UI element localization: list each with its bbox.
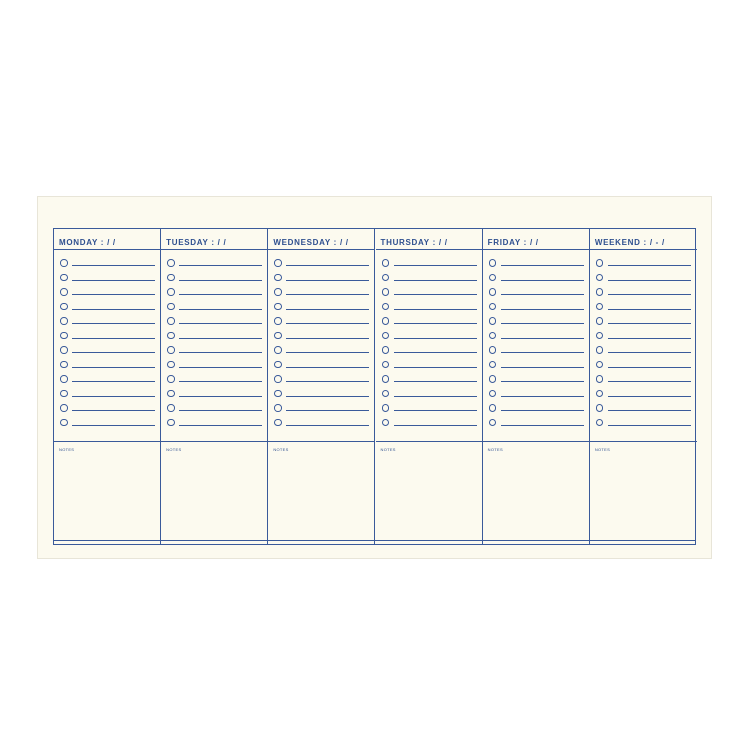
checkbox-circle-icon[interactable] — [60, 375, 68, 383]
task-row[interactable] — [274, 389, 369, 399]
checkbox-circle-icon[interactable] — [274, 274, 282, 282]
checkbox-circle-icon[interactable] — [489, 419, 497, 427]
checkbox-circle-icon[interactable] — [274, 317, 282, 325]
task-row[interactable] — [382, 418, 477, 428]
task-row[interactable] — [489, 331, 584, 341]
task-writing-line — [394, 396, 477, 397]
checkbox-circle-icon[interactable] — [167, 317, 175, 325]
task-writing-line — [179, 410, 262, 411]
task-writing-line — [608, 381, 691, 382]
checkbox-circle-icon[interactable] — [60, 346, 68, 354]
notes-label: NOTES — [59, 447, 75, 452]
checkbox-circle-icon[interactable] — [489, 361, 497, 369]
checkbox-circle-icon[interactable] — [382, 419, 390, 427]
task-row[interactable] — [167, 302, 262, 312]
task-writing-line — [394, 294, 477, 295]
task-row[interactable] — [60, 403, 155, 413]
task-writing-line — [179, 367, 262, 368]
checkbox-circle-icon[interactable] — [489, 274, 497, 282]
checkbox-circle-icon[interactable] — [60, 332, 68, 340]
task-row[interactable] — [596, 403, 691, 413]
checkbox-circle-icon[interactable] — [274, 303, 282, 311]
checkbox-circle-icon[interactable] — [60, 317, 68, 325]
checkbox-circle-icon[interactable] — [167, 375, 175, 383]
task-row[interactable] — [489, 316, 584, 326]
checkbox-circle-icon[interactable] — [382, 332, 390, 340]
day-header: FRIDAY : / / — [487, 238, 539, 247]
task-writing-line — [286, 265, 369, 266]
task-row[interactable] — [382, 403, 477, 413]
notes-rule — [483, 441, 590, 442]
task-writing-line — [72, 425, 155, 426]
task-writing-line — [501, 338, 584, 339]
checkbox-circle-icon[interactable] — [489, 404, 497, 412]
notes-label: NOTES — [594, 447, 611, 452]
weekly-planner-pad — [37, 196, 712, 559]
task-row[interactable] — [274, 258, 369, 268]
task-writing-line — [608, 425, 691, 426]
notes-label: NOTES — [380, 447, 396, 452]
checkbox-circle-icon[interactable] — [382, 259, 390, 267]
task-row[interactable] — [60, 360, 155, 370]
checkbox-circle-icon[interactable] — [274, 375, 282, 383]
checkbox-circle-icon[interactable] — [382, 346, 390, 354]
checkbox-circle-icon[interactable] — [489, 288, 497, 296]
checkbox-circle-icon[interactable] — [274, 404, 282, 412]
task-writing-line — [286, 338, 369, 339]
task-row[interactable] — [489, 345, 584, 355]
task-row[interactable] — [60, 331, 155, 341]
checkbox-circle-icon[interactable] — [596, 259, 604, 267]
task-row[interactable] — [167, 331, 262, 341]
checkbox-circle-icon[interactable] — [167, 419, 175, 427]
checkbox-circle-icon[interactable] — [60, 361, 68, 369]
day-header: WEEKEND : / - / — [594, 238, 665, 247]
task-writing-line — [72, 309, 155, 310]
checkbox-circle-icon[interactable] — [382, 288, 390, 296]
task-writing-line — [286, 323, 369, 324]
task-writing-line — [286, 410, 369, 411]
checkbox-circle-icon[interactable] — [274, 288, 282, 296]
checkbox-circle-icon[interactable] — [489, 259, 497, 267]
task-writing-line — [72, 280, 155, 281]
checkbox-circle-icon[interactable] — [274, 361, 282, 369]
checkbox-circle-icon[interactable] — [489, 346, 497, 354]
task-writing-line — [72, 352, 155, 353]
task-writing-line — [608, 352, 691, 353]
day-column — [483, 229, 590, 544]
day-header: THURSDAY : / / — [380, 238, 448, 247]
day-column — [376, 229, 483, 544]
task-row[interactable] — [489, 418, 584, 428]
checkbox-circle-icon[interactable] — [596, 274, 604, 282]
task-writing-line — [608, 309, 691, 310]
task-writing-line — [179, 294, 262, 295]
task-writing-line — [501, 280, 584, 281]
task-row[interactable] — [167, 287, 262, 297]
task-row[interactable] — [274, 331, 369, 341]
task-writing-line — [286, 294, 369, 295]
task-row[interactable] — [489, 374, 584, 384]
task-row[interactable] — [489, 273, 584, 283]
task-row[interactable] — [596, 345, 691, 355]
task-row[interactable] — [274, 418, 369, 428]
task-writing-line — [179, 352, 262, 353]
task-writing-line — [286, 396, 369, 397]
task-writing-line — [72, 381, 155, 382]
checkbox-circle-icon[interactable] — [489, 375, 497, 383]
header-rule — [590, 249, 697, 250]
checkbox-circle-icon[interactable] — [489, 390, 497, 398]
checkbox-circle-icon[interactable] — [274, 390, 282, 398]
task-writing-line — [394, 280, 477, 281]
checkbox-circle-icon[interactable] — [382, 303, 390, 311]
task-row[interactable] — [60, 316, 155, 326]
task-row[interactable] — [596, 331, 691, 341]
checkbox-circle-icon[interactable] — [167, 274, 175, 282]
task-writing-line — [501, 323, 584, 324]
task-row[interactable] — [274, 273, 369, 283]
task-row[interactable] — [167, 374, 262, 384]
task-row[interactable] — [167, 418, 262, 428]
task-row[interactable] — [60, 418, 155, 428]
task-row[interactable] — [167, 345, 262, 355]
task-writing-line — [501, 367, 584, 368]
task-writing-line — [394, 425, 477, 426]
task-row[interactable] — [382, 302, 477, 312]
header-rule — [161, 249, 268, 250]
task-row[interactable] — [382, 287, 477, 297]
task-writing-line — [179, 265, 262, 266]
task-row[interactable] — [167, 316, 262, 326]
task-writing-line — [608, 294, 691, 295]
checkbox-circle-icon[interactable] — [596, 419, 604, 427]
task-writing-line — [608, 338, 691, 339]
notes-rule — [54, 441, 161, 442]
task-row[interactable] — [382, 374, 477, 384]
task-row[interactable] — [274, 374, 369, 384]
task-row[interactable] — [382, 345, 477, 355]
task-row[interactable] — [596, 360, 691, 370]
checkbox-circle-icon[interactable] — [274, 332, 282, 340]
header-rule — [376, 249, 483, 250]
checkbox-circle-icon[interactable] — [382, 404, 390, 412]
task-writing-line — [72, 323, 155, 324]
task-writing-line — [608, 396, 691, 397]
checkbox-circle-icon[interactable] — [60, 419, 68, 427]
checkbox-circle-icon[interactable] — [382, 375, 390, 383]
day-header: MONDAY : / / — [59, 238, 116, 247]
task-row[interactable] — [489, 302, 584, 312]
task-writing-line — [394, 352, 477, 353]
checkbox-circle-icon[interactable] — [60, 303, 68, 311]
task-writing-line — [179, 309, 262, 310]
checkbox-circle-icon[interactable] — [596, 404, 604, 412]
task-row[interactable] — [382, 258, 477, 268]
task-writing-line — [286, 367, 369, 368]
task-writing-line — [72, 294, 155, 295]
checkbox-circle-icon[interactable] — [274, 419, 282, 427]
day-column — [268, 229, 375, 544]
task-row[interactable] — [596, 316, 691, 326]
task-row[interactable] — [60, 374, 155, 384]
checkbox-circle-icon[interactable] — [596, 361, 604, 369]
header-rule — [483, 249, 590, 250]
task-writing-line — [608, 280, 691, 281]
notes-rule — [590, 441, 697, 442]
checkbox-circle-icon[interactable] — [167, 361, 175, 369]
task-row[interactable] — [596, 389, 691, 399]
task-row[interactable] — [274, 345, 369, 355]
task-row[interactable] — [167, 258, 262, 268]
notes-label: NOTES — [273, 447, 289, 452]
task-row[interactable] — [382, 273, 477, 283]
task-writing-line — [501, 381, 584, 382]
task-writing-line — [608, 265, 691, 266]
checkbox-circle-icon[interactable] — [167, 303, 175, 311]
checkbox-circle-icon[interactable] — [167, 288, 175, 296]
task-row[interactable] — [489, 403, 584, 413]
checkbox-circle-icon[interactable] — [167, 390, 175, 398]
day-column — [590, 229, 697, 544]
task-row[interactable] — [60, 273, 155, 283]
task-row[interactable] — [382, 316, 477, 326]
task-row[interactable] — [167, 403, 262, 413]
task-writing-line — [501, 410, 584, 411]
checkbox-circle-icon[interactable] — [382, 390, 390, 398]
day-header: TUESDAY : / / — [166, 238, 227, 247]
task-writing-line — [72, 265, 155, 266]
task-writing-line — [501, 309, 584, 310]
day-column — [161, 229, 268, 544]
notes-label: NOTES — [487, 447, 503, 452]
task-writing-line — [608, 367, 691, 368]
checkbox-circle-icon[interactable] — [489, 317, 497, 325]
task-writing-line — [394, 323, 477, 324]
task-writing-line — [608, 323, 691, 324]
task-row[interactable] — [274, 302, 369, 312]
task-row[interactable] — [596, 418, 691, 428]
checkbox-circle-icon[interactable] — [596, 332, 604, 340]
task-row[interactable] — [274, 360, 369, 370]
checkbox-circle-icon[interactable] — [60, 390, 68, 398]
task-writing-line — [394, 410, 477, 411]
checkbox-circle-icon[interactable] — [596, 303, 604, 311]
checkbox-circle-icon[interactable] — [60, 404, 68, 412]
task-writing-line — [608, 410, 691, 411]
checkbox-circle-icon[interactable] — [274, 259, 282, 267]
task-writing-line — [286, 352, 369, 353]
checkbox-circle-icon[interactable] — [596, 346, 604, 354]
task-writing-line — [501, 294, 584, 295]
notes-rule — [268, 441, 375, 442]
checkbox-circle-icon[interactable] — [60, 274, 68, 282]
checkbox-circle-icon[interactable] — [489, 332, 497, 340]
checkbox-circle-icon[interactable] — [274, 346, 282, 354]
checkbox-circle-icon[interactable] — [167, 346, 175, 354]
task-row[interactable] — [489, 287, 584, 297]
checkbox-circle-icon[interactable] — [489, 303, 497, 311]
checkbox-circle-icon[interactable] — [167, 259, 175, 267]
task-row[interactable] — [596, 287, 691, 297]
task-row[interactable] — [60, 389, 155, 399]
task-writing-line — [179, 280, 262, 281]
header-rule — [54, 249, 161, 250]
task-row[interactable] — [167, 389, 262, 399]
day-column — [54, 229, 161, 544]
task-row[interactable] — [596, 258, 691, 268]
task-writing-line — [286, 309, 369, 310]
day-header: WEDNESDAY : / / — [273, 238, 349, 247]
task-writing-line — [394, 381, 477, 382]
task-writing-line — [72, 396, 155, 397]
task-writing-line — [394, 338, 477, 339]
task-row[interactable] — [60, 287, 155, 297]
notes-rule — [161, 441, 268, 442]
task-writing-line — [179, 338, 262, 339]
task-row[interactable] — [382, 360, 477, 370]
checkbox-circle-icon[interactable] — [167, 332, 175, 340]
task-writing-line — [501, 425, 584, 426]
task-writing-line — [286, 381, 369, 382]
checkbox-circle-icon[interactable] — [167, 404, 175, 412]
checkbox-circle-icon[interactable] — [596, 288, 604, 296]
task-writing-line — [179, 323, 262, 324]
task-row[interactable] — [489, 389, 584, 399]
task-writing-line — [501, 396, 584, 397]
task-row[interactable] — [167, 273, 262, 283]
checkbox-circle-icon[interactable] — [60, 259, 68, 267]
header-rule — [268, 249, 375, 250]
task-row[interactable] — [489, 360, 584, 370]
task-row[interactable] — [167, 360, 262, 370]
task-writing-line — [286, 425, 369, 426]
checkbox-circle-icon[interactable] — [596, 390, 604, 398]
task-row[interactable] — [382, 331, 477, 341]
task-row[interactable] — [489, 258, 584, 268]
checkbox-circle-icon[interactable] — [60, 288, 68, 296]
task-row[interactable] — [596, 273, 691, 283]
task-writing-line — [394, 265, 477, 266]
task-writing-line — [394, 367, 477, 368]
notes-rule — [376, 441, 483, 442]
task-writing-line — [286, 280, 369, 281]
task-row[interactable] — [60, 345, 155, 355]
task-writing-line — [179, 396, 262, 397]
task-writing-line — [72, 367, 155, 368]
task-writing-line — [179, 381, 262, 382]
task-row[interactable] — [274, 287, 369, 297]
task-row[interactable] — [274, 403, 369, 413]
checkbox-circle-icon[interactable] — [596, 375, 604, 383]
task-writing-line — [501, 352, 584, 353]
task-row[interactable] — [60, 302, 155, 312]
task-row[interactable] — [596, 374, 691, 384]
checkbox-circle-icon[interactable] — [596, 317, 604, 325]
task-writing-line — [72, 338, 155, 339]
task-writing-line — [394, 309, 477, 310]
checkbox-circle-icon[interactable] — [382, 274, 390, 282]
task-row[interactable] — [596, 302, 691, 312]
task-writing-line — [501, 265, 584, 266]
checkbox-circle-icon[interactable] — [382, 361, 390, 369]
task-writing-line — [72, 410, 155, 411]
notes-label: NOTES — [166, 447, 182, 452]
task-row[interactable] — [274, 316, 369, 326]
task-row[interactable] — [60, 258, 155, 268]
checkbox-circle-icon[interactable] — [382, 317, 390, 325]
task-row[interactable] — [382, 389, 477, 399]
planner-grid — [53, 228, 696, 545]
task-writing-line — [179, 425, 262, 426]
